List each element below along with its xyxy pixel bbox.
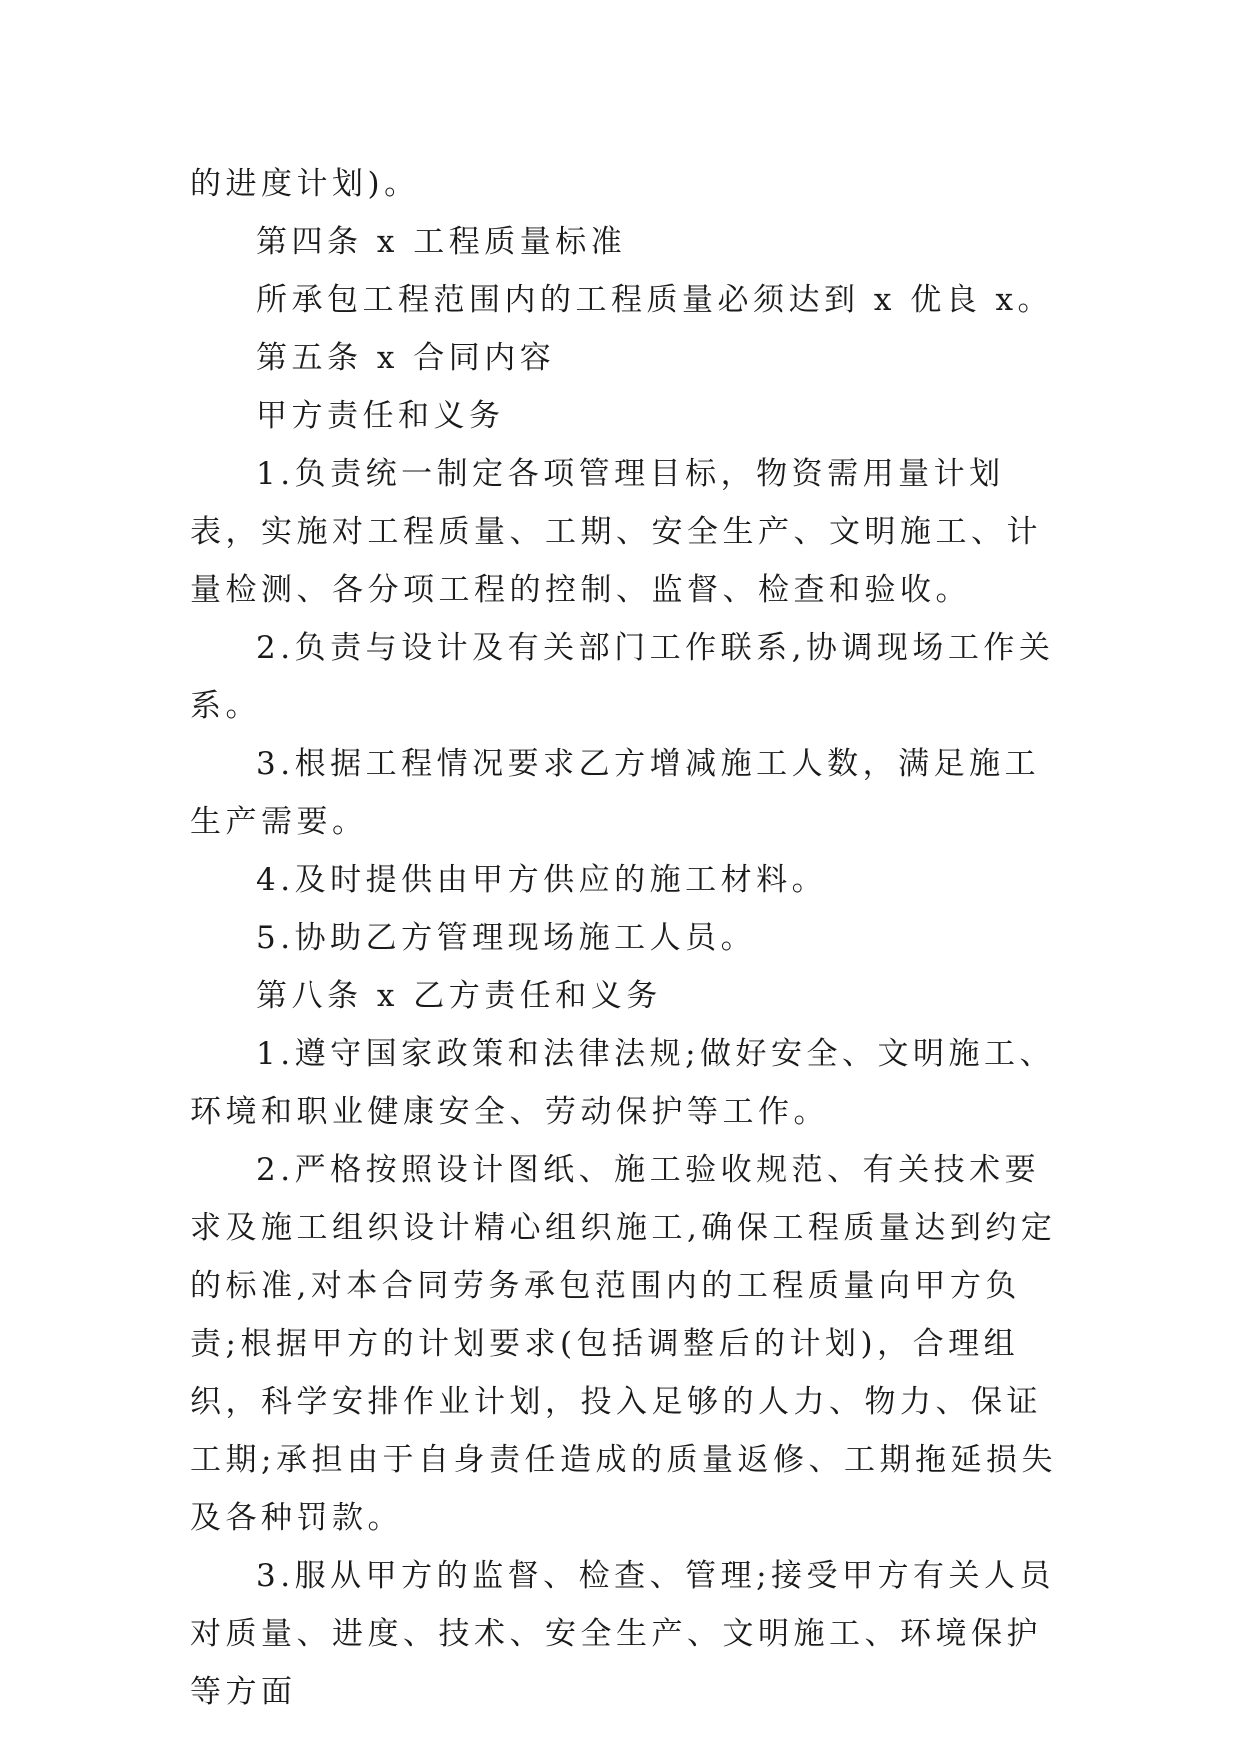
clause-8-heading: 第八条 x 乙方责任和义务 bbox=[256, 978, 662, 1014]
list-item: 5.协助乙方管理现场施工人员。 bbox=[256, 920, 757, 956]
clause-5-heading: 第五条 x 合同内容 bbox=[256, 340, 556, 376]
list-item: 1.遵守国家政策和法律法规;做好安全、文明施工、环境和职业健康安全、劳动保护等工作。 bbox=[190, 1036, 1056, 1130]
subheading-party-a-duties: 甲方责任和义务 bbox=[256, 398, 505, 434]
list-item: 3.服从甲方的监督、检查、管理;接受甲方有关人员对质量、进度、技术、安全生产、文明施工、环境保护等方面 bbox=[190, 1558, 1056, 1710]
list-item: 2.负责与设计及有关部门工作联系,协调现场工作关系。 bbox=[190, 630, 1055, 724]
list-item: 1.负责统一制定各项管理目标，物资需用量计划表，实施对工程质量、工期、安全生产、文明施工、计量检测、各分项工程的控制、监督、检查和验收。 bbox=[190, 456, 1042, 608]
list-item: 3.根据工程情况要求乙方增减施工人数，满足施工生产需要。 bbox=[190, 746, 1041, 840]
paragraph-continuation: 的进度计划)。 bbox=[190, 166, 420, 202]
list-item: 2.严格按照设计图纸、施工验收规范、有关技术要求及施工组织设计精心组织施工,确保工程质量达到约定的标准,对本合同劳务承包范围内的工程质量向甲方负责;根据甲方的计划要求(包括调整后的计划)，合理组织，科学安排作业计划，投入足够的人力、物力、保证工期;承担由于自身责任造成的质量返修、工期拖延损失及各种罚款。 bbox=[190, 1152, 1057, 1536]
paragraph: 所承包工程范围内的工程质量必须达到 x 优良 x。 bbox=[256, 282, 1054, 318]
document-body bbox=[190, 155, 1060, 1721]
list-item: 4.及时提供由甲方供应的施工材料。 bbox=[256, 862, 828, 898]
clause-4-heading: 第四条 x 工程质量标准 bbox=[256, 224, 627, 260]
